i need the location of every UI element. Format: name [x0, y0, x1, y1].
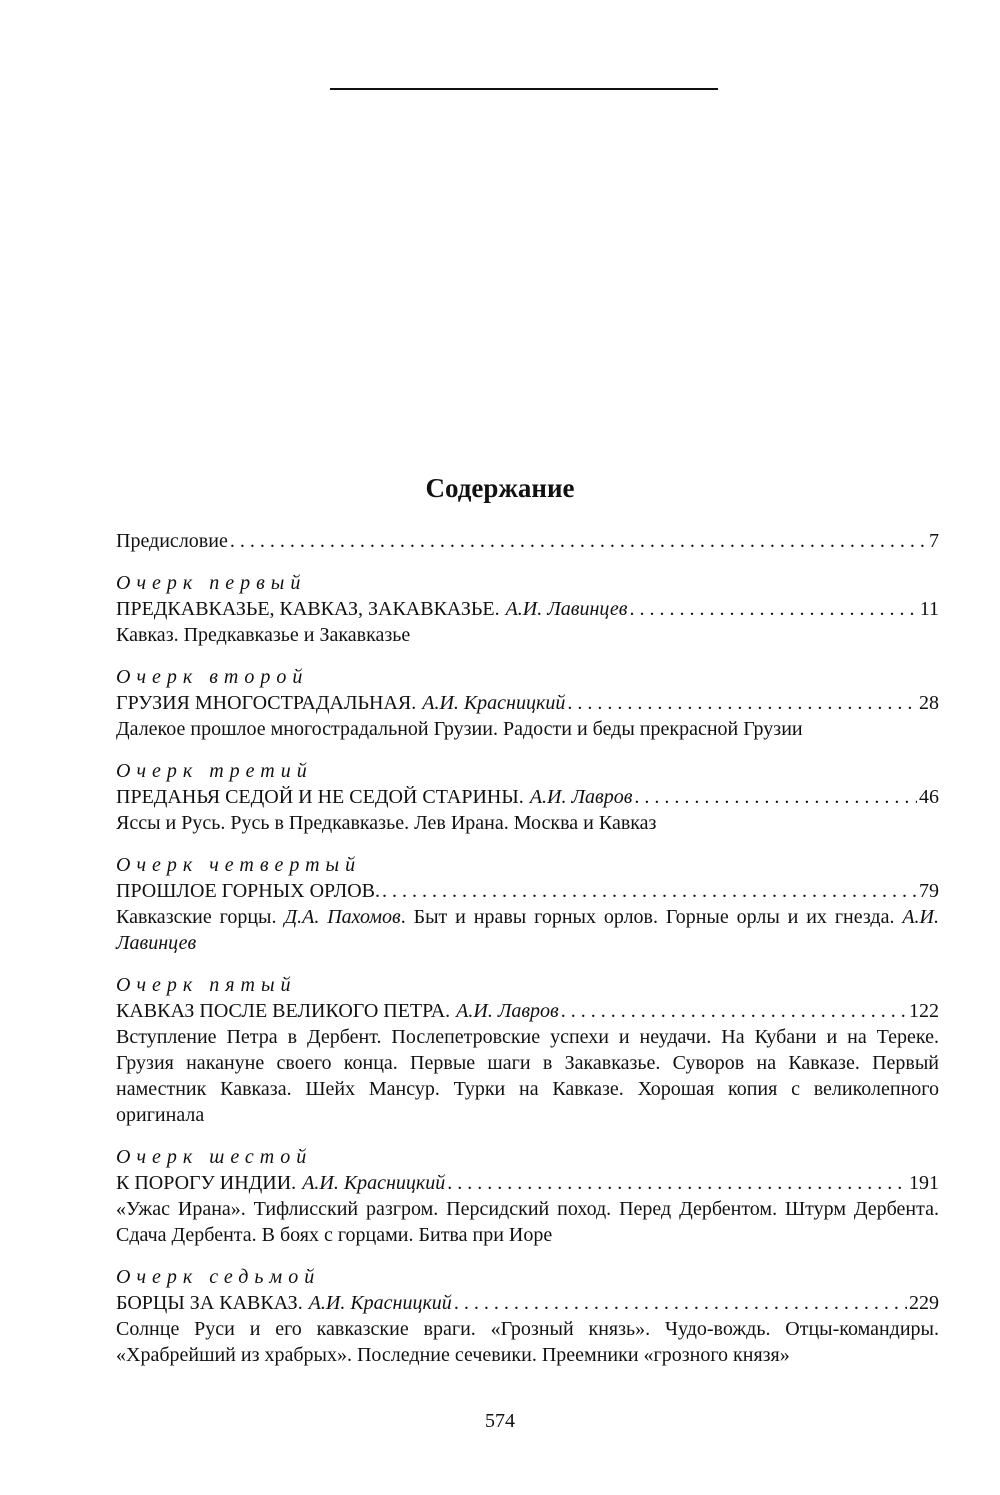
- toc-description: Кавказ. Предкавказье и Закавказье: [116, 624, 411, 646]
- toc-author: А.И. Красницкий: [422, 692, 566, 714]
- toc-entry-essay-1[interactable]: [116, 570, 939, 648]
- toc-entry-essay-5[interactable]: [116, 972, 939, 1128]
- essay-label: Очерк пятый: [116, 974, 297, 996]
- toc-head-line: [116, 878, 939, 904]
- toc-page: 11: [919, 598, 939, 620]
- top-rule: [330, 88, 718, 90]
- toc-head-line: [116, 690, 939, 716]
- toc-page: 79: [919, 880, 939, 902]
- dot-leader: [634, 784, 917, 810]
- toc-author: А.И. Красницкий: [308, 1292, 452, 1314]
- toc-description-part: Кавказские горцы.: [116, 906, 285, 928]
- toc-page: 7: [929, 530, 939, 552]
- toc-entry-preface[interactable]: [116, 528, 939, 554]
- dot-leader: [382, 878, 917, 904]
- toc-entry-essay-2[interactable]: [116, 664, 939, 742]
- toc-title: БОРЦЫ ЗА КАВКАЗ.: [116, 1292, 303, 1314]
- toc-author: А.И. Красницкий: [302, 1172, 446, 1194]
- essay-label: Очерк первый: [116, 572, 307, 594]
- toc-author: А.И. Лавров: [529, 786, 633, 808]
- essay-label: Очерк четвертый: [116, 854, 362, 876]
- table-of-contents: [116, 528, 939, 1384]
- toc-title: ПРЕДАНЬЯ СЕДОЙ И НЕ СЕДОЙ СТАРИНЫ.: [116, 786, 524, 808]
- toc-page: 28: [919, 692, 939, 714]
- dot-leader: [230, 528, 927, 554]
- toc-head-line: [116, 596, 939, 622]
- dot-leader: [447, 1170, 907, 1196]
- toc-entry-essay-3[interactable]: [116, 758, 939, 836]
- dot-leader: [561, 998, 907, 1024]
- toc-description-author: А.И. Лавинцев: [116, 906, 940, 954]
- toc-title: ПРОШЛОЕ ГОРНЫХ ОРЛОВ.: [116, 880, 381, 902]
- toc-head-line: [116, 528, 939, 554]
- toc-head-line: [116, 1170, 939, 1196]
- essay-label: Очерк седьмой: [116, 1266, 321, 1288]
- toc-title: К ПОРОГУ ИНДИИ.: [116, 1172, 297, 1194]
- toc-description: Вступление Петра в Дербент. Послепетровские успехи и неудачи. На Кубани и на Тереке. Грузия накануне своего конца. Первые шаги в Закавказье. Суворов на Кавказе. Первый наместник Кавказа. Шейх Мансур. Турки на Кавказе. Хорошая копия с великолепного оригинала: [116, 1026, 939, 1126]
- toc-entry-essay-7[interactable]: [116, 1264, 939, 1368]
- toc-description: [116, 904, 939, 956]
- toc-head-line: [116, 1290, 939, 1316]
- toc-description: Далекое прошлое многострадальной Грузии. Радости и беды прекрасной Грузии: [116, 718, 803, 740]
- toc-page: 122: [909, 1000, 939, 1022]
- essay-label: Очерк третий: [116, 760, 313, 782]
- toc-head-line: [116, 784, 939, 810]
- dot-leader: [567, 690, 917, 716]
- essay-label: Очерк второй: [116, 666, 309, 688]
- essay-label: Очерк шестой: [116, 1146, 313, 1168]
- dot-leader: [454, 1290, 907, 1316]
- toc-page: 229: [909, 1292, 939, 1314]
- toc-title: ПРЕДКАВКАЗЬЕ, КАВКАЗ, ЗАКАВКАЗЬЕ.: [116, 598, 500, 620]
- toc-entry-essay-4[interactable]: [116, 852, 939, 956]
- toc-page: 46: [919, 786, 939, 808]
- toc-title: КАВКАЗ ПОСЛЕ ВЕЛИКОГО ПЕТРА.: [116, 1000, 451, 1022]
- toc-title: Предисловие: [116, 530, 228, 552]
- toc-description: «Ужас Ирана». Тифлисский разгром. Персидский поход. Перед Дербентом. Штурм Дербента. Сдача Дербента. В боях с горцами. Битва при Иоре: [116, 1198, 939, 1246]
- toc-head-line: [116, 998, 939, 1024]
- dot-leader: [629, 596, 917, 622]
- toc-description-part: . Быт и нравы горных орлов. Горные орлы и их гнезда.: [400, 906, 903, 928]
- toc-entry-essay-6[interactable]: [116, 1144, 939, 1248]
- toc-title: ГРУЗИЯ МНОГОСТРАДАЛЬНАЯ.: [116, 692, 417, 714]
- toc-description-author: Д.А. Пахомов: [284, 906, 401, 928]
- page-number: 574: [485, 1410, 515, 1432]
- toc-description: Яссы и Русь. Русь в Предкавказье. Лев Ирана. Москва и Кавказ: [116, 812, 657, 834]
- toc-description: Солнце Руси и его кавказские враги. «Грозный князь». Чудо-вождь. Отцы-командиры. «Храбрейший из храбрых». Последние сечевики. Преемники «грозного князя»: [116, 1318, 939, 1366]
- page-title: Содержание: [425, 473, 575, 503]
- toc-author: А.И. Лавров: [456, 1000, 559, 1022]
- toc-page: 191: [909, 1172, 939, 1194]
- toc-author: А.И. Лавинцев: [505, 598, 628, 620]
